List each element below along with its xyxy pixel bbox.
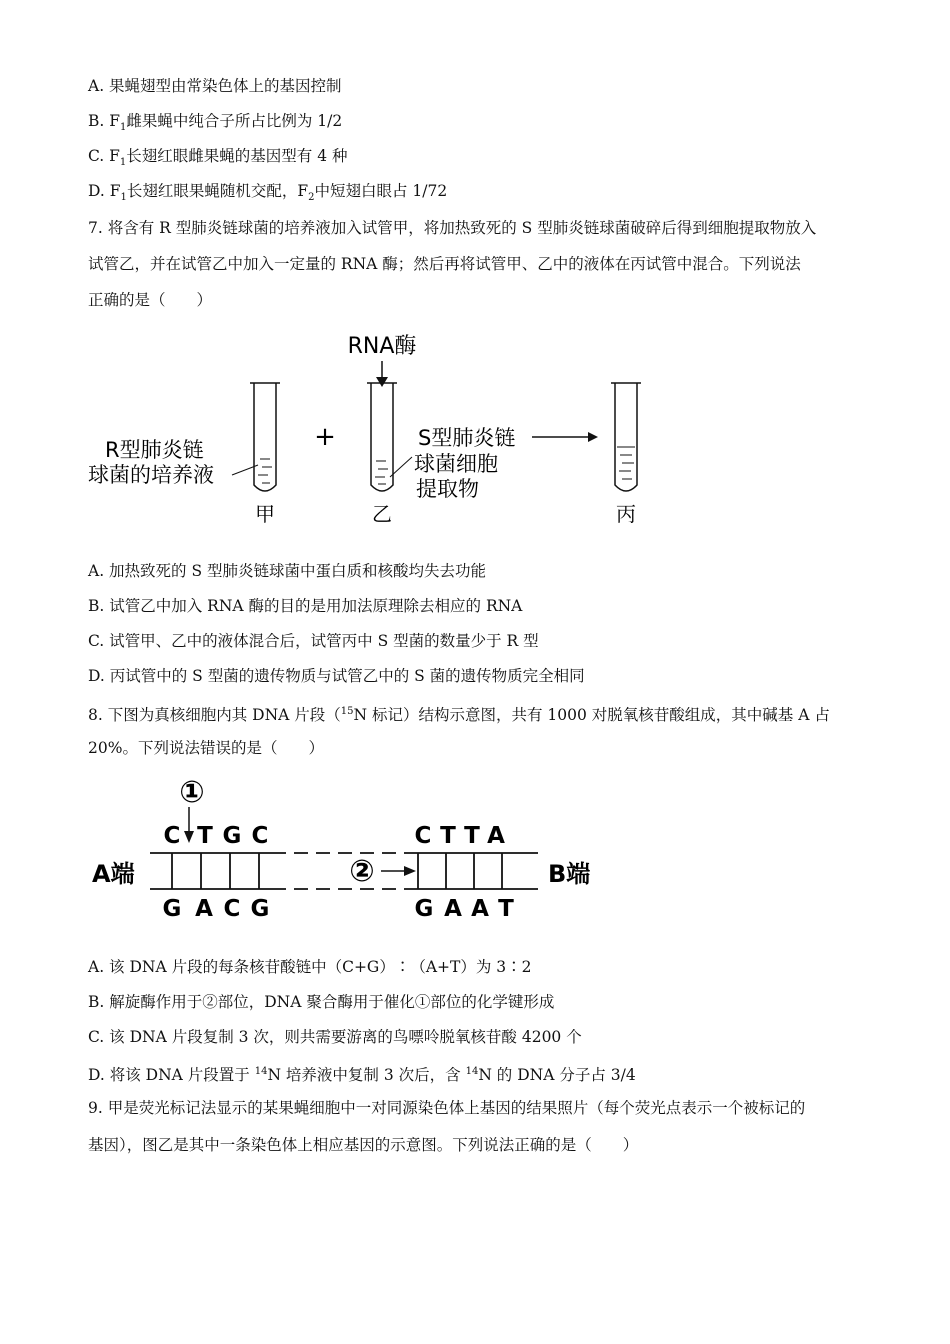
q7-option-d: D. 丙试管中的 S 型菌的遗传物质与试管乙中的 S 菌的遗传物质完全相同 — [88, 667, 585, 685]
tube-yi-label: 乙 — [372, 502, 392, 526]
q8-option-d: D. 将该 DNA 片段置于 $^{14}$N 培养液中复制 3 次后，含 $^{14}$N 的 DNA 分子占 3/4 — [88, 1066, 636, 1085]
base-letter: T — [197, 823, 213, 849]
q9-stem-line1: 9. 甲是荧光标记法显示的某果蝇细胞中一对同源染色体上基因的结果照片（每个荧光点表示一个被标记的 — [88, 1099, 806, 1117]
base-letter: C — [223, 896, 241, 922]
q6-option-b: B. $F_1$雌果蝇中纯合子所占比例为 1/2 — [88, 112, 343, 134]
end-a-label: A端 — [92, 860, 135, 888]
base-letter: T — [498, 896, 514, 922]
tube-bing — [611, 383, 641, 491]
base-letter: C — [163, 823, 181, 849]
q6-option-d: D. $F_1$长翅红眼果蝇随机交配，$F_2$中短翅白眼占 1/72 — [88, 182, 448, 204]
q8-option-a: A. 该 DNA 片段的每条核苷酸链中（C+G）∶（A+T）为 3∶2 — [88, 958, 532, 976]
plus-sign: + — [314, 422, 336, 452]
base-letter: T — [464, 823, 480, 849]
q6-option-c: C. $F_1$长翅红眼雌果蝇的基因型有 4 种 — [88, 147, 348, 169]
rna-enzyme-arrowhead — [376, 377, 388, 387]
base-letter: G — [162, 896, 182, 922]
tube-jia — [250, 383, 280, 491]
base-letter: C — [414, 823, 432, 849]
s-label-line3: 提取物 — [416, 477, 479, 501]
q7-stem-line3: 正确的是（ ） — [88, 291, 213, 309]
end-b-label: B端 — [548, 860, 591, 888]
s-label-line1: S型肺炎链 — [418, 426, 516, 450]
marker-2-arrowhead — [404, 866, 416, 876]
q8-stem-line1: 8. 下图为真核细胞内其 DNA 片段（$^{15}$N 标记）结构示意图，共有 1000 对脱氧核苷酸组成，其中碱基 A 占 — [88, 706, 830, 725]
q7-option-a: A. 加热致死的 S 型肺炎链球菌中蛋白质和核酸均失去功能 — [88, 562, 487, 580]
r-label-line2: 球菌的培养液 — [88, 463, 214, 487]
s-label-line2: 球菌细胞 — [414, 452, 498, 476]
base-letter: C — [251, 823, 269, 849]
rna-enzyme-label: RNA酶 — [347, 334, 417, 359]
base-letter: G — [414, 896, 434, 922]
tube-jia-label: 甲 — [255, 502, 275, 526]
q8-stem-line2: 20%。下列说法错误的是（ ） — [88, 739, 324, 757]
base-letter: A — [487, 823, 505, 849]
base-letter: G — [222, 823, 242, 849]
q7-test-tube-figure — [0, 325, 950, 535]
base-letter: A — [444, 896, 462, 922]
marker-2: ② — [349, 854, 375, 889]
q8-option-b: B. 解旋酶作用于②部位，DNA 聚合酶用于催化①部位的化学键形成 — [88, 993, 555, 1011]
mix-arrowhead — [588, 432, 598, 442]
tube-bing-label: 丙 — [616, 502, 636, 526]
q8-option-c: C. 该 DNA 片段复制 3 次，则共需要游离的鸟嘌呤脱氧核苷酸 4200 个 — [88, 1028, 582, 1046]
q7-stem-line1: 7. 将含有 R 型肺炎链球菌的培养液加入试管甲，将加热致死的 S 型肺炎链球菌破碎后得到细胞提取物放入 — [88, 219, 817, 237]
q8-dna-figure — [0, 765, 950, 930]
marker-1-arrowhead — [184, 831, 194, 843]
base-letter: T — [440, 823, 456, 849]
marker-1: ① — [179, 775, 205, 810]
base-letter: G — [250, 896, 270, 922]
q7-option-c: C. 试管甲、乙中的液体混合后，试管丙中 S 型菌的数量少于 R 型 — [88, 632, 539, 650]
q7-option-b: B. 试管乙中加入 RNA 酶的目的是用加法原理除去相应的 RNA — [88, 597, 523, 615]
q6-option-a: A. 果蝇翅型由常染色体上的基因控制 — [88, 77, 342, 95]
r-label-line1: R型肺炎链 — [105, 438, 204, 462]
q7-stem-line2: 试管乙，并在试管乙中加入一定量的 RNA 酶；然后再将试管甲、乙中的液体在丙试管中混合。下列说法 — [88, 255, 801, 273]
base-letter: A — [195, 896, 213, 922]
q9-stem-line2: 基因），图乙是其中一条染色体上相应基因的示意图。下列说法正确的是（ ） — [88, 1136, 639, 1154]
base-letter: A — [471, 896, 489, 922]
